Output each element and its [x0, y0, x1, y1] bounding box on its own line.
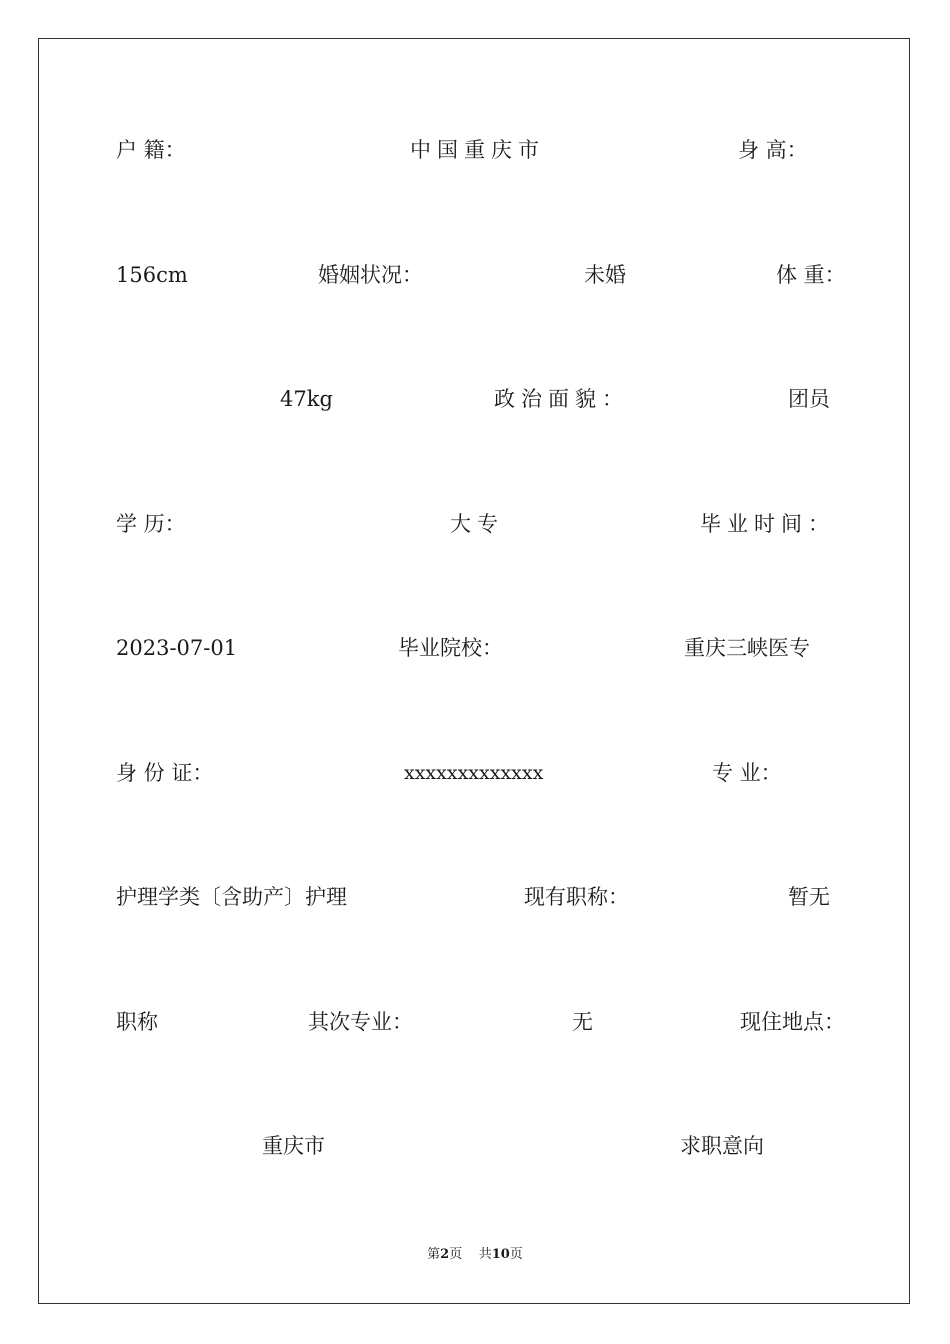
- value-huji: 中国重庆市: [410, 138, 545, 162]
- value-zhengzhi: 团员: [788, 387, 830, 411]
- label-qici-zhuanye: 其次专业：: [308, 1010, 413, 1034]
- value-qici-zhuanye: 无: [572, 1010, 593, 1034]
- value-biye-yuanxiao: 重庆三峡医专: [684, 636, 810, 660]
- value-zhicheng: 暂无: [788, 885, 830, 909]
- value-zhicheng-cont: 职称: [116, 1010, 158, 1034]
- footer-prefix: 第: [427, 1247, 441, 1262]
- value-tizhong: 47kg: [280, 387, 333, 411]
- footer-page-number: 2: [440, 1247, 450, 1262]
- footer-total-prefix: 共: [478, 1247, 492, 1262]
- label-xueli: 学 历：: [116, 512, 186, 536]
- page-border: [38, 38, 910, 1304]
- value-shengao: 156cm: [116, 263, 188, 287]
- value-biye-shijian: 2023-07-01: [116, 636, 238, 660]
- value-hunyin: 未婚: [584, 263, 626, 287]
- page-footer: [0, 1246, 950, 1264]
- footer-page-unit: 页: [449, 1247, 463, 1262]
- footer-total-unit: 页: [509, 1247, 523, 1262]
- value-xueli: 大专: [450, 512, 504, 536]
- label-tizhong: 体 重：: [776, 263, 846, 287]
- label-hunyin: 婚姻状况：: [318, 263, 423, 287]
- label-biye-yuanxiao: 毕业院校：: [398, 636, 503, 660]
- label-zhuanye: 专 业：: [712, 761, 782, 785]
- heading-qiuzhi-yixiang: 求职意向: [680, 1134, 764, 1158]
- label-xianzhu-didian: 现住地点：: [740, 1010, 845, 1034]
- label-biye-shijian: 毕业时间：: [700, 512, 835, 536]
- label-shengao: 身 高：: [738, 138, 808, 162]
- label-zhicheng: 现有职称：: [524, 885, 629, 909]
- value-xianzhu-didian: 重庆市: [262, 1134, 325, 1158]
- label-shenfenzheng: 身 份 证：: [116, 761, 214, 785]
- value-shenfenzheng: xxxxxxxxxxxxx: [404, 762, 544, 784]
- value-zhuanye: 护理学类〔含助产〕护理: [116, 885, 347, 909]
- footer-total-pages: 10: [491, 1247, 510, 1262]
- label-zhengzhi: 政治面貌：: [494, 387, 629, 411]
- label-huji: 户 籍：: [116, 138, 186, 162]
